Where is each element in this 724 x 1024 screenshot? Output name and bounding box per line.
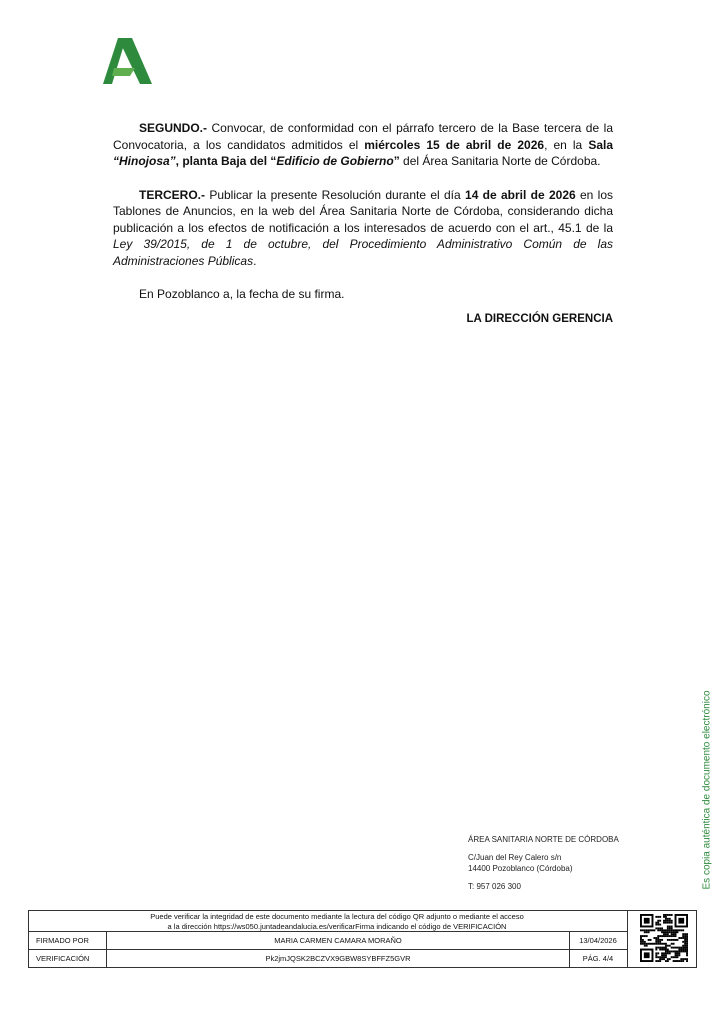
verification-box bbox=[28, 910, 697, 968]
signed-label: FIRMADO POR bbox=[29, 932, 107, 950]
document-body bbox=[113, 120, 613, 320]
verification-row bbox=[29, 949, 627, 968]
signature-title: LA DIRECCIÓN GERENCIA bbox=[466, 313, 613, 325]
paragraph-segundo: SEGUNDO.- Convocar, de conformidad con el párrafo tercero de la Base tercera de la Convocatoria, a los candidatos admitidos el miércoles 15 de abril de 2026, en la Sala “Hinojosa”, planta Baja del “Edificio de Gobierno” del Área Sanitaria Norte de Córdoba. bbox=[113, 121, 613, 168]
qr-cell bbox=[627, 911, 697, 967]
junta-andalucia-logo bbox=[100, 38, 152, 84]
verification-code: Pk2jmJQSK2BCZVX9GBW8SYBFFZ5GVR bbox=[107, 950, 570, 968]
verification-label: VERIFICACIÓN bbox=[29, 950, 107, 968]
footer-address bbox=[468, 834, 619, 892]
page-number: PÁG. 4/4 bbox=[582, 954, 614, 963]
signed-by-row bbox=[29, 931, 627, 950]
address-phone: T: 957 026 300 bbox=[468, 882, 521, 891]
signer-name: MARIA CARMEN CAMARA MORAÑO bbox=[107, 932, 570, 950]
qr-code-icon bbox=[640, 914, 688, 962]
address-street: C/Juan del Rey Calero s/n bbox=[468, 853, 562, 862]
verification-notice: Puede verificar la integridad de este documento mediante la lectura del código QR adjunto o mediante el acceso a la dirección https://ws050.juntadeandalucia.es/verificarFirma indicando el código de VERIFICACIÓN bbox=[150, 912, 524, 931]
authentic-copy-note: Es copia auténtica de documento electrónico bbox=[701, 690, 713, 890]
address-city: 14400 Pozoblanco (Córdoba) bbox=[468, 864, 573, 873]
paragraph-closing: En Pozoblanco a, la fecha de su firma. bbox=[139, 287, 345, 301]
paragraph-tercero: TERCERO.- Publicar la presente Resolución durante el día 14 de abril de 2026 en los Tablones de Anuncios, en la web del Área Sanitaria Norte de Córdoba, considerando dicha publicación a los efectos de notificación a los interesados de acuerdo con el art., 45.1 de la Ley 39/2015, de 1 de octubre, del Procedimiento Administrativo Común de las Administraciones Públicas. bbox=[113, 187, 614, 268]
signed-date: 13/04/2026 bbox=[579, 936, 617, 945]
address-org: ÁREA SANITARIA NORTE DE CÓRDOBA bbox=[468, 835, 619, 844]
